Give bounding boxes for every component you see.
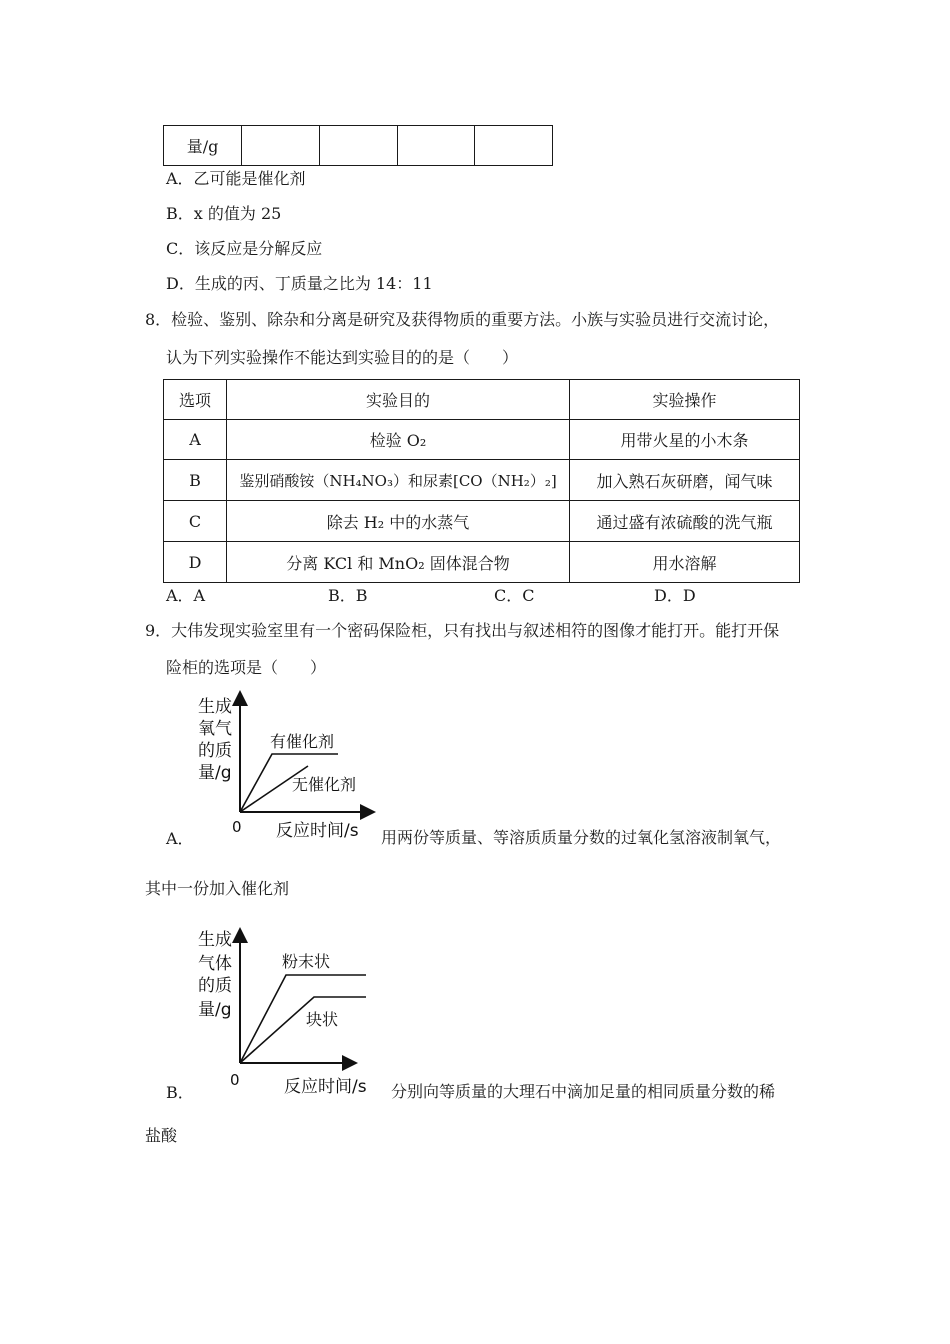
q8-row-d-option: D (164, 542, 227, 583)
q7-table-cell (242, 126, 320, 166)
q9b-xlabel: 反应时间/s (284, 1077, 367, 1097)
q7-table-row-label: 量/g (164, 126, 242, 166)
q8-stem-line2: 认为下列实验操作不能达到实验目的的是（ ） (166, 348, 519, 367)
q9b-ylabel-1: 生成 (198, 930, 232, 950)
q7-table-cell (475, 126, 553, 166)
q9a-ylabel-4: 量/g (198, 763, 232, 783)
q9a-ylabel-2: 氧气 (198, 719, 232, 739)
q7-option-a[interactable]: A．乙可能是催化剂 (166, 169, 306, 188)
q8-choice-b[interactable]: B．B (328, 586, 368, 605)
q9b-ylabel-2: 气体 (198, 954, 232, 974)
q9b-curve2-label: 块状 (306, 1010, 339, 1029)
q8-row-a-option: A (164, 420, 227, 460)
q9-stem-line1: 9．大伟发现实验室里有一个密码保险柜，只有找出与叙述相符的图像才能打开。能打开保 (145, 621, 780, 640)
q7-table-cell (319, 126, 397, 166)
q8-choice-c[interactable]: C．C (494, 586, 535, 605)
q9b-curve-lump (240, 997, 366, 1063)
q8-row-b-operation: 加入熟石灰研磨，闻气味 (570, 460, 800, 501)
q9-option-a-letter[interactable]: A． (166, 829, 194, 848)
q9a-ylabel-3: 的质 (198, 741, 232, 761)
q9b-origin: 0 (230, 1071, 240, 1089)
q7-option-c[interactable]: C．该反应是分解反应 (166, 239, 323, 258)
q9b-curve-powder (240, 975, 366, 1063)
q9a-curve1-label: 有催化剂 (270, 732, 335, 751)
q8-row-b-option: B (164, 460, 227, 501)
q8-header-purpose: 实验目的 (227, 380, 570, 420)
q9-option-a-text-line1: 用两份等质量、等溶质质量分数的过氧化氢溶液制氧气， (381, 828, 782, 847)
q8-stem-line1: 8．检验、鉴别、除杂和分离是研究及获得物质的重要方法。小族与实验员进行交流讨论， (145, 310, 780, 329)
q7-option-d[interactable]: D．生成的丙、丁质量之比为 14：11 (166, 274, 433, 293)
q9-option-a-graph (190, 690, 380, 850)
q9b-ylabel-4: 量/g (198, 1000, 232, 1020)
q9a-ylabel-1: 生成 (198, 697, 232, 717)
q8-row-d-operation: 用水溶解 (570, 542, 800, 583)
q8-choice-d[interactable]: D．D (654, 586, 696, 605)
q7-table-cell (397, 126, 475, 166)
q9-option-b-letter[interactable]: B． (166, 1083, 194, 1102)
q9-option-b-graph (190, 925, 390, 1105)
q8-header-option: 选项 (164, 380, 227, 420)
q9b-curve1-label: 粉末状 (282, 952, 331, 971)
q8-table (163, 379, 800, 583)
q8-row-c-purpose: 除去 H₂ 中的水蒸气 (227, 501, 570, 542)
q9a-curve2-label: 无催化剂 (292, 775, 357, 794)
q7-option-b[interactable]: B．x 的值为 25 (166, 204, 282, 223)
q8-choice-a[interactable]: A．A (166, 586, 206, 605)
q8-row-a-operation: 用带火星的小木条 (570, 420, 800, 460)
q8-row-b-purpose: 鉴别硝酸铵（NH₄NO₃）和尿素[CO（NH₂）₂] (227, 460, 570, 501)
q9-option-b-text-line1: 分别向等质量的大理石中滴加足量的相同质量分数的稀 (391, 1082, 776, 1101)
q7-table-fragment (163, 125, 553, 166)
q8-header-operation: 实验操作 (570, 380, 800, 420)
q9-option-a-text-line2: 其中一份加入催化剂 (145, 879, 290, 898)
q9-stem-line2: 险柜的选项是（ ） (166, 658, 327, 677)
q8-row-a-purpose: 检验 O₂ (227, 420, 570, 460)
q9a-xlabel: 反应时间/s (276, 821, 359, 841)
q8-row-c-option: C (164, 501, 227, 542)
q8-row-d-purpose: 分离 KCl 和 MnO₂ 固体混合物 (227, 542, 570, 583)
q9b-ylabel-3: 的质 (198, 976, 232, 996)
q8-row-c-operation: 通过盛有浓硫酸的洗气瓶 (570, 501, 800, 542)
q9a-origin: 0 (232, 818, 242, 836)
q9-option-b-text-line2: 盐酸 (145, 1126, 178, 1145)
